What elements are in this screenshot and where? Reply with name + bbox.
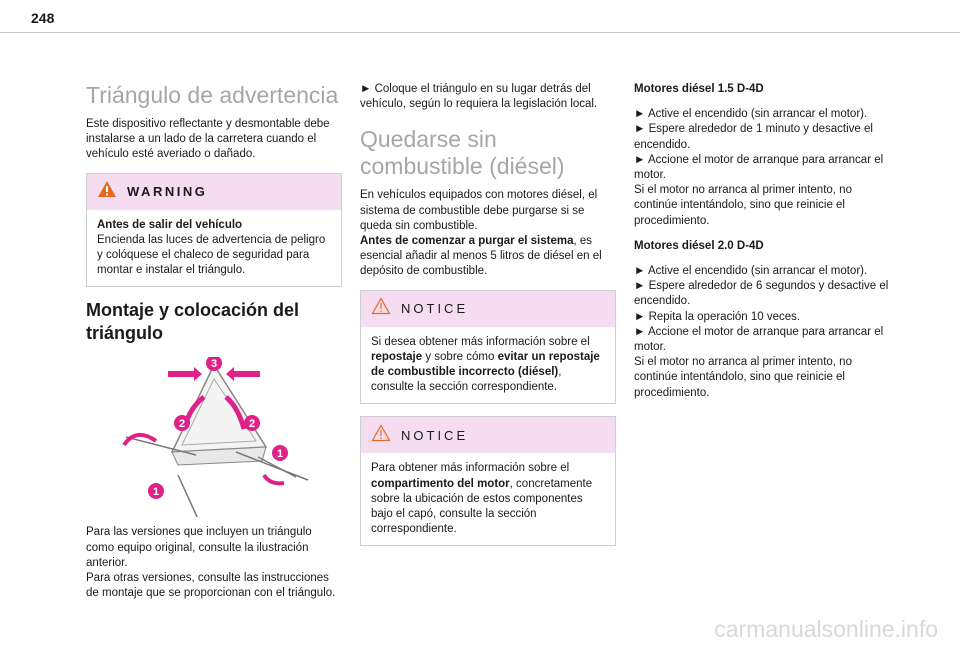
after-text-2: Para otras versiones, consulte las instrucciones de montaje que se proporcionan con el triángulo. — [86, 572, 336, 600]
notice-1-bold-2: evitar un repostaje de combustible incorrecto (diésel) — [371, 350, 600, 379]
notice-icon — [371, 297, 391, 320]
notice-1-bold-1: repostaje — [371, 350, 423, 363]
step-1-5-a: ► Active el encendido (sin arrancar el motor). — [634, 108, 868, 121]
notice-2-text-1: Para obtener más información sobre el — [371, 462, 570, 475]
step-1-5-b: ► Espere alrededor de 1 minuto y desactive el encendido. — [634, 123, 873, 151]
assembly-heading: Montaje y colocación del triángulo — [86, 300, 300, 344]
badge-3: 3 — [210, 358, 218, 371]
fuel-paragraph-1: En vehículos equipados con motores diésel, el sistema de combustible debe purgarse si se queda sin combustible. — [360, 189, 598, 232]
warning-bold-line: Antes de salir del vehículo — [97, 218, 243, 231]
page-number: 248 — [31, 10, 55, 26]
warning-icon — [97, 180, 117, 203]
section-title-warning-triangle: Triángulo de advertencia — [86, 82, 339, 108]
step-place-triangle: ► Coloque el triángulo en su lugar detrás del vehículo, según lo requiera la legislación local. — [360, 83, 598, 111]
triangle-frame — [172, 365, 266, 452]
arrow-leg-right — [264, 475, 284, 483]
triangle-illustration — [86, 357, 342, 517]
column-1 — [86, 82, 342, 601]
badge-2-left: 2 — [178, 418, 186, 431]
notice-box-1-body — [361, 327, 615, 404]
step-1-5-d: Si el motor no arranca al primer intento, no continúe intentándolo, sino que reinicie el procedimiento. — [634, 184, 852, 227]
step-2-0-c: ► Repita la operación 10 veces. — [634, 310, 801, 323]
column-3 — [634, 82, 890, 411]
leg-bottom-left — [178, 475, 198, 517]
notice-1-label: NOTICE — [401, 301, 469, 317]
step-1-5-c: ► Accione el motor de arranque para arrancar el motor. — [634, 153, 884, 182]
notice-1-text-3: , consulte la sección correspondiente. — [371, 366, 562, 394]
notice-1-text-2: y sobre cómo — [422, 350, 498, 363]
notice-box-2-body — [361, 453, 615, 545]
warning-label: WARNING — [127, 184, 208, 199]
warning-box-header — [87, 174, 341, 210]
notice-box-2 — [360, 416, 616, 546]
fuel-paragraph-2-bold: Antes de comenzar a purgar el sistema — [360, 235, 574, 248]
section-title-out-of-fuel: Quedarse sin combustible (diésel) — [360, 126, 565, 180]
heading-diesel-1-5: Motores diésel 1.5 D-4D — [634, 83, 764, 95]
column-2 — [360, 82, 616, 558]
badge-2-right: 2 — [248, 418, 256, 431]
notice-box-1 — [360, 290, 616, 405]
arrow-top-left — [168, 367, 202, 381]
notice-box-1-header — [361, 291, 615, 327]
warning-text: Encienda las luces de advertencia de peligro y colóquese el chaleco de seguridad para montar e instalar el triángulo. — [97, 233, 326, 277]
steps-diesel-1-5 — [634, 107, 890, 229]
leg-right — [236, 452, 308, 480]
step-2-0-e: Si el motor no arranca al primer intento, no continúe intentándolo, sino que reinicie el procedimiento. — [634, 356, 852, 399]
after-illustration-text — [86, 525, 342, 601]
step-2-0-a: ► Active el encendido (sin arrancar el motor). — [634, 265, 868, 278]
badge-1-left: 1 — [152, 486, 160, 499]
warning-box — [86, 173, 342, 288]
notice-2-bold-1: compartimento del motor — [371, 477, 510, 490]
step-2-0-b: ► Espere alrededor de 6 segundos y desactive el encendido. — [634, 280, 889, 308]
notice-2-label: NOTICE — [401, 427, 469, 443]
steps-diesel-2-0 — [634, 264, 890, 401]
watermark: carmanualsonline.info — [714, 616, 938, 642]
notice-2-text-2: , concretamente sobre la ubicación de estos componentes bajo el capó, consulte la sección correspondiente. — [371, 477, 593, 536]
notice-1-text-1: Si desea obtener más información sobre el — [371, 335, 590, 348]
badge-1-right: 1 — [276, 448, 284, 461]
warning-box-body — [87, 210, 341, 287]
fuel-paragraph-2-rest: , es esencial añadir al menos 5 litros de diésel en el depósito de combustible. — [360, 235, 602, 278]
after-text-1: Para las versiones que incluyen un triángulo como equipo original, consulte la ilustración anterior. — [86, 526, 312, 569]
arrow-top-right — [226, 367, 260, 381]
header-rule — [0, 32, 960, 33]
notice-box-2-header — [361, 417, 615, 453]
heading-diesel-2-0: Motores diésel 2.0 D-4D — [634, 239, 764, 252]
intro-paragraph: Este dispositivo reflectante y desmontable debe instalarse a un lado de la carretera cuando el vehículo esté averiado o dañado. — [86, 118, 330, 161]
step-2-0-d: ► Accione el motor de arranque para arrancar el motor. — [634, 325, 884, 354]
notice-icon — [371, 424, 391, 447]
